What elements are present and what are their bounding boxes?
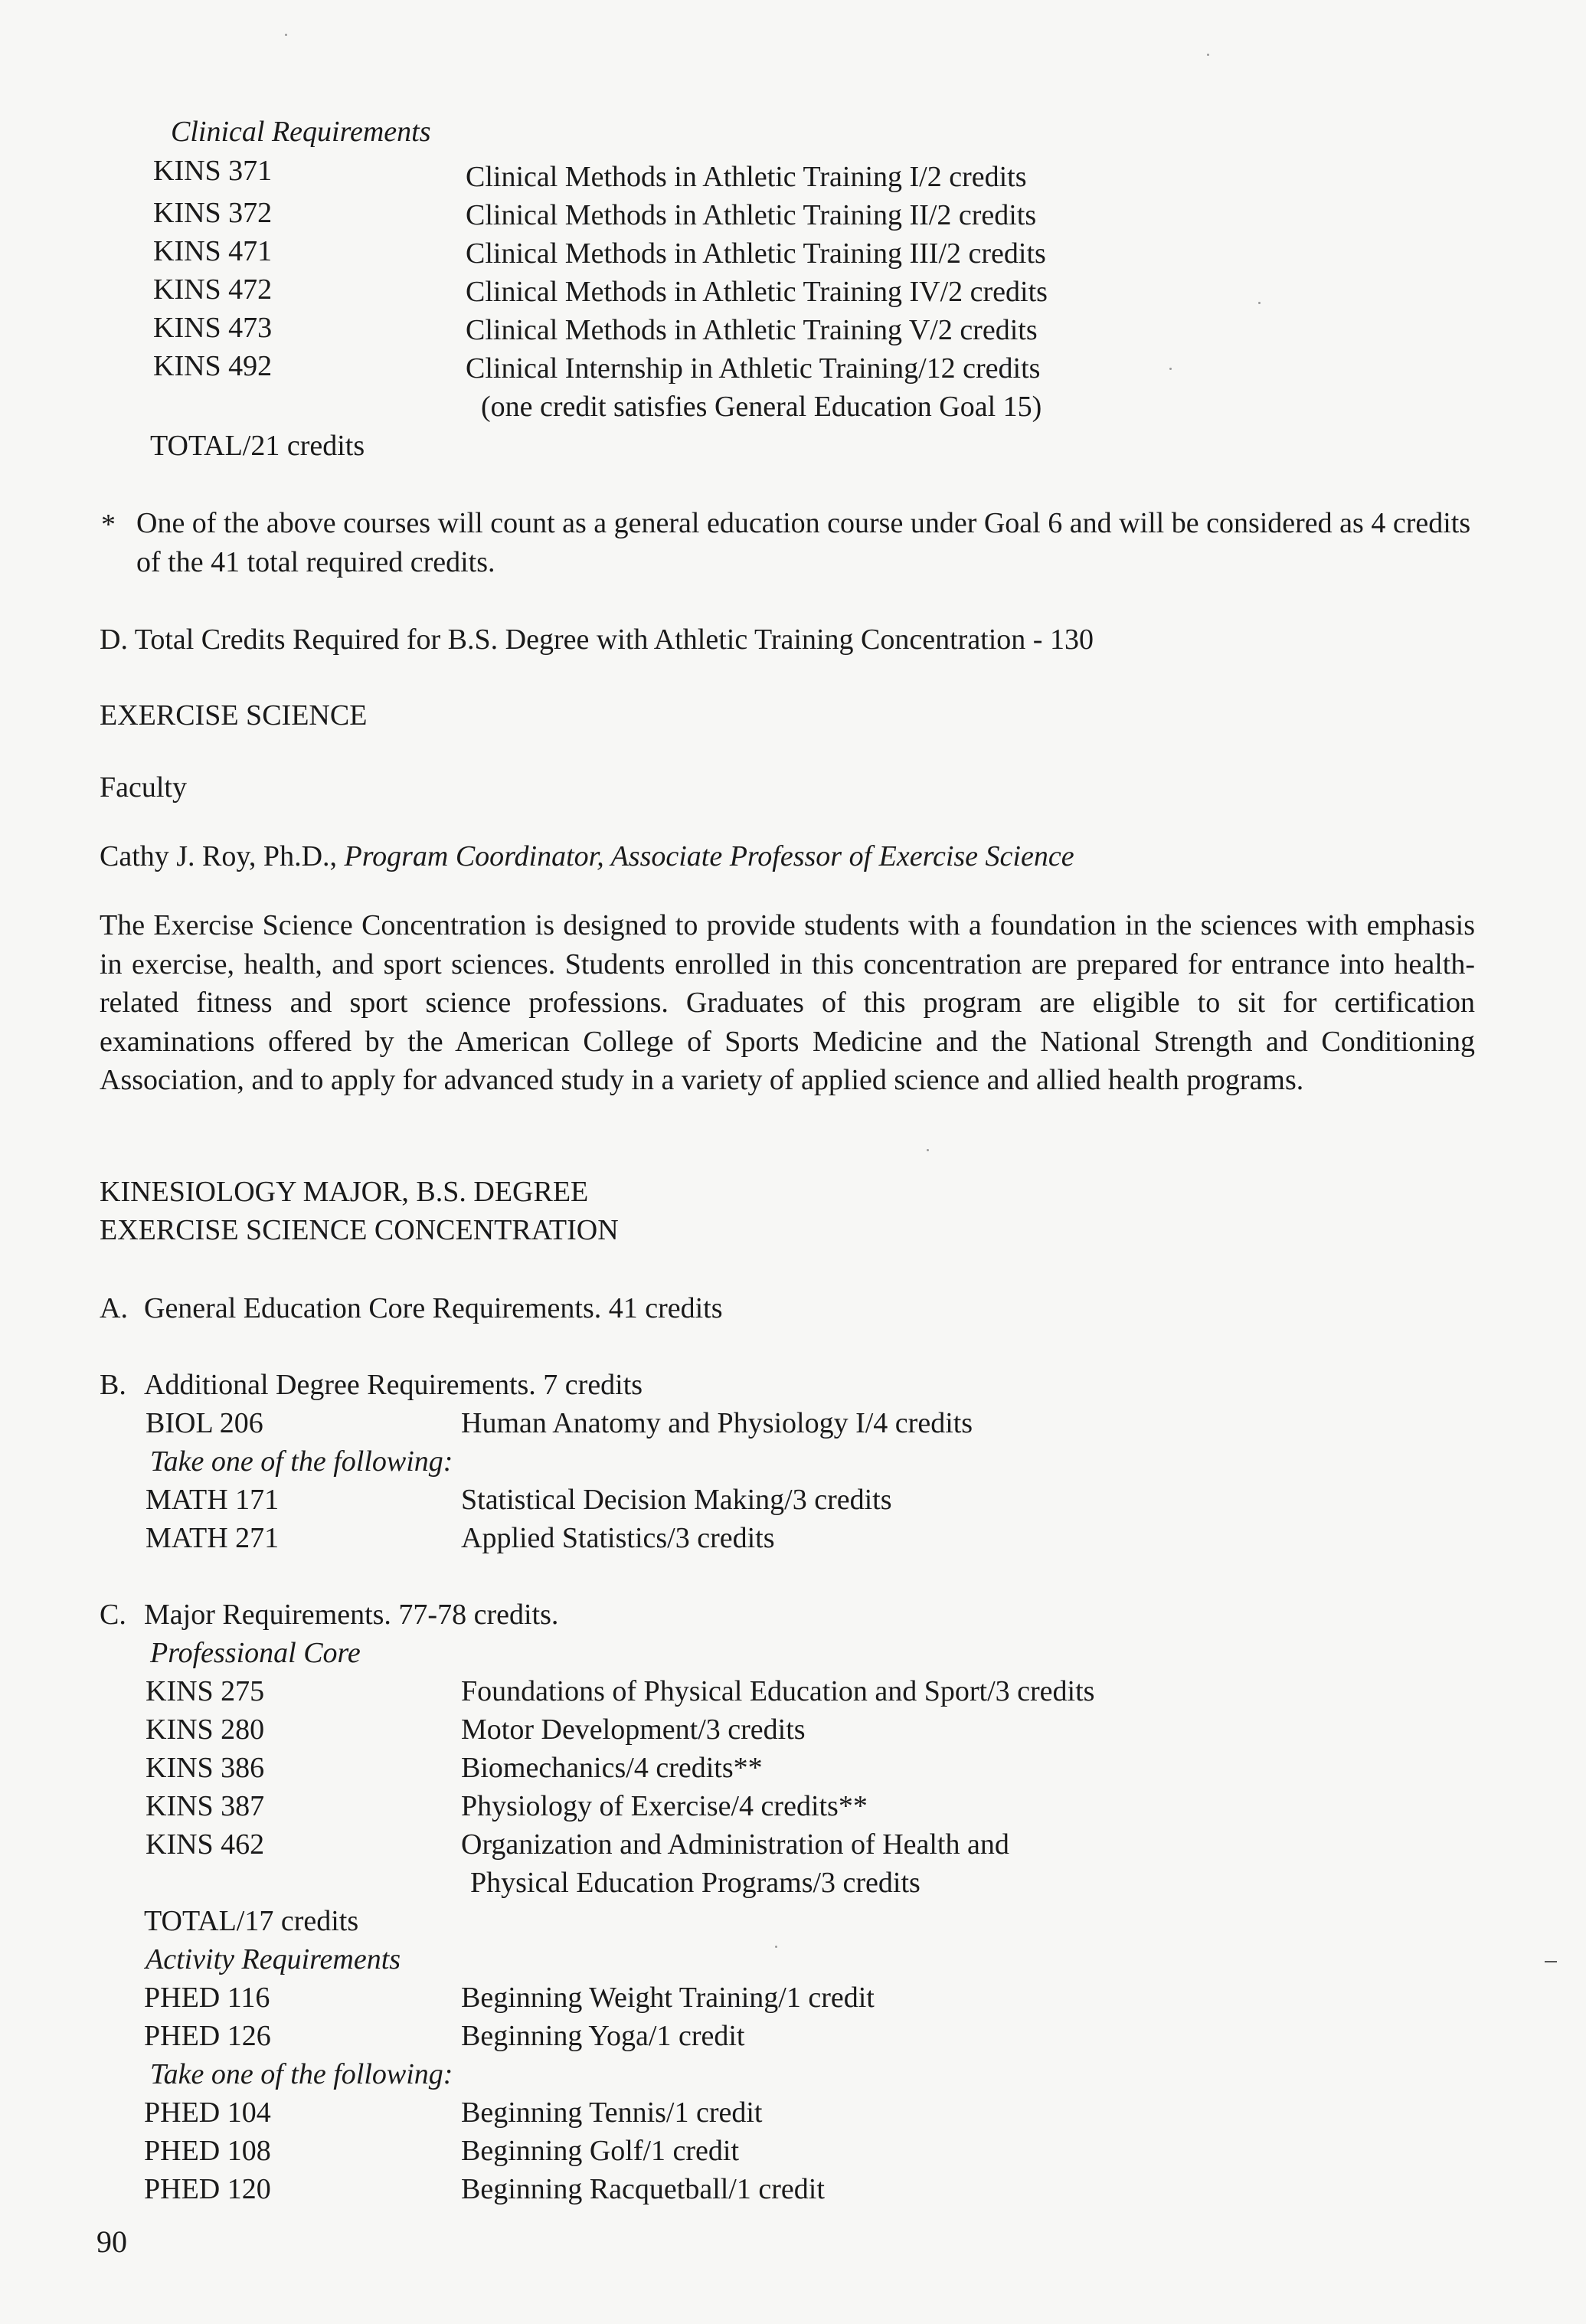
course-title: Clinical Methods in Athletic Training V/2 credits <box>466 314 1038 346</box>
course-note: (one credit satisfies General Education Goal 15) <box>481 391 1042 423</box>
course-title: Beginning Tennis/1 credit <box>461 2097 763 2129</box>
course-title: Beginning Weight Training/1 credit <box>461 1982 875 2014</box>
course-code: KINS 492 <box>153 350 273 382</box>
course-code: KINS 472 <box>153 273 273 306</box>
course-code: KINS 372 <box>153 197 273 229</box>
clinical-total: TOTAL/21 credits <box>150 430 365 462</box>
faculty-title: Program Coordinator, Associate Professor of Exercise Science <box>344 840 1074 872</box>
course-code: PHED 116 <box>144 1982 270 2014</box>
section-letter: C. <box>100 1599 126 1631</box>
course-code: KINS 371 <box>153 155 273 187</box>
course-title: Clinical Methods in Athletic Training IV/2 credits <box>466 276 1048 308</box>
page-number: 90 <box>96 2224 127 2259</box>
footnote-mark: * <box>101 509 116 541</box>
section-letter: A. <box>100 1292 128 1324</box>
course-title: Human Anatomy and Physiology I/4 credits <box>461 1407 973 1439</box>
course-title: Clinical Internship in Athletic Training/12 credits <box>466 352 1041 385</box>
course-code: KINS 280 <box>146 1714 265 1746</box>
course-code: KINS 275 <box>146 1675 265 1707</box>
course-code: BIOL 206 <box>146 1407 263 1439</box>
course-title: Clinical Methods in Athletic Training III/2 credits <box>466 237 1046 270</box>
scan-speck <box>285 34 287 36</box>
course-code: PHED 126 <box>144 2020 271 2052</box>
course-code: PHED 120 <box>144 2173 271 2205</box>
section-letter: B. <box>100 1369 126 1401</box>
faculty-entry <box>100 837 1074 876</box>
course-code: MATH 171 <box>146 1484 280 1516</box>
clinical-heading: Clinical Requirements <box>171 116 431 148</box>
course-title: Clinical Methods in Athletic Training II/2 credits <box>466 199 1037 231</box>
section-b-text: Additional Degree Requirements. 7 credits <box>144 1369 643 1401</box>
course-code: KINS 471 <box>153 235 273 267</box>
choose-label: Take one of the following: <box>150 2058 453 2090</box>
scan-mark <box>1545 1961 1557 1962</box>
choose-label: Take one of the following: <box>150 1445 453 1478</box>
course-code: PHED 108 <box>144 2135 271 2167</box>
section-c-text: Major Requirements. 77-78 credits. <box>144 1599 559 1631</box>
core-total: TOTAL/17 credits <box>144 1905 359 1937</box>
course-code: KINS 462 <box>146 1828 265 1861</box>
core-heading: Professional Core <box>150 1637 361 1669</box>
course-title: Beginning Golf/1 credit <box>461 2135 740 2167</box>
course-code: PHED 104 <box>144 2097 271 2129</box>
scan-speck <box>1258 302 1261 304</box>
course-title: Foundations of Physical Education and Sport/3 credits <box>461 1675 1095 1707</box>
course-title: Motor Development/3 credits <box>461 1714 806 1746</box>
course-code: KINS 386 <box>146 1752 265 1784</box>
program-description: The Exercise Science Concentration is designed to provide students with a foundation in the sciences with emphasis in exercise, health, and sport sciences. Students enrolled in this concentration are prepared for entrance into health-related fitness and sport science professions. Graduates of this program are eligible to sit for certification examinations offered by the American College of Sports Medicine and the National Strength and Conditioning Association, and to apply for advanced study in a variety of applied science and allied health programs. <box>100 909 1475 1096</box>
course-code: KINS 473 <box>153 312 273 344</box>
footnote-text: One of the above courses will count as a general education course under Goal 6 and will be considered as 4 credits of the 41 total required credits. <box>136 507 1471 578</box>
course-code: MATH 271 <box>146 1522 280 1554</box>
course-title: Beginning Yoga/1 credit <box>461 2020 745 2052</box>
course-title: Clinical Methods in Athletic Training I/2 credits <box>466 161 1027 193</box>
course-title-continuation: Physical Education Programs/3 credits <box>470 1867 921 1899</box>
course-title: Biomechanics/4 credits** <box>461 1752 763 1784</box>
course-title: Applied Statistics/3 credits <box>461 1522 775 1554</box>
total-credits-line: D. Total Credits Required for B.S. Degree with Athletic Training Concentration - 130 <box>100 624 1094 656</box>
scan-speck <box>1207 54 1209 56</box>
activity-heading: Activity Requirements <box>146 1943 401 1975</box>
major-heading-line1: KINESIOLOGY MAJOR, B.S. DEGREE <box>100 1176 589 1208</box>
faculty-name: Cathy J. Roy, Ph.D., <box>100 840 338 872</box>
section-heading: EXERCISE SCIENCE <box>100 699 368 732</box>
faculty-heading: Faculty <box>100 771 187 804</box>
scan-speck <box>927 1149 929 1151</box>
major-heading-line2: EXERCISE SCIENCE CONCENTRATION <box>100 1214 619 1246</box>
course-title: Beginning Racquetball/1 credit <box>461 2173 825 2205</box>
scan-speck <box>775 1946 777 1948</box>
course-title: Organization and Administration of Health and <box>461 1828 1009 1861</box>
section-a-text: General Education Core Requirements. 41 credits <box>144 1292 723 1324</box>
course-title: Physiology of Exercise/4 credits** <box>461 1790 868 1822</box>
scan-speck <box>1169 368 1172 370</box>
course-code: KINS 387 <box>146 1790 265 1822</box>
course-title: Statistical Decision Making/3 credits <box>461 1484 892 1516</box>
